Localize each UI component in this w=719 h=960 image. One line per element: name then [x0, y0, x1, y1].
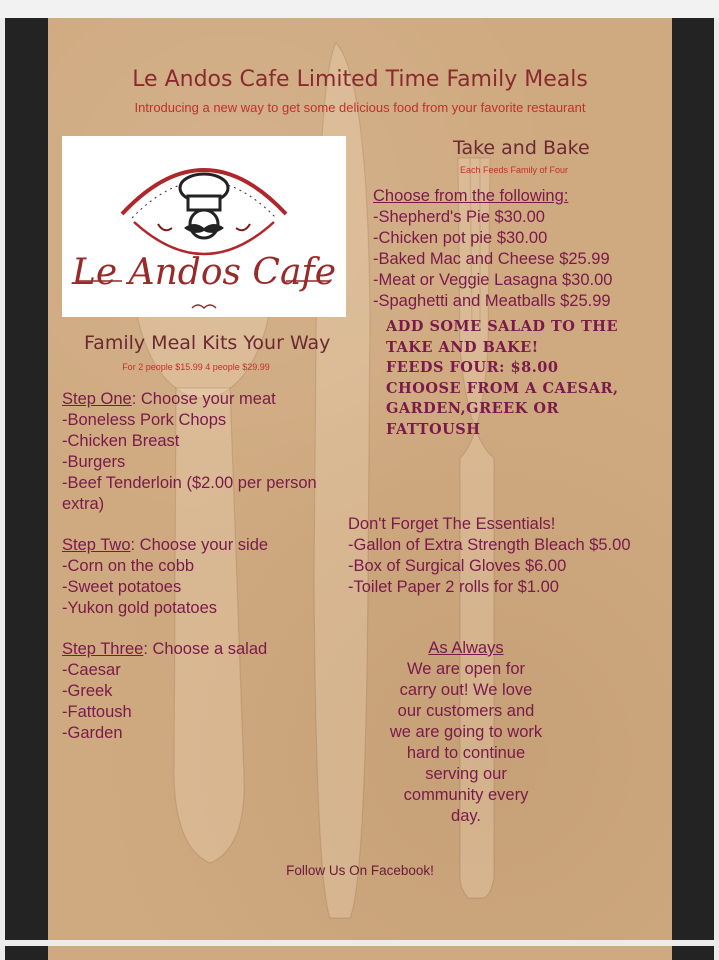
- step-two: [62, 535, 268, 619]
- as-always-line: day.: [451, 807, 481, 825]
- list-item: -Greek: [62, 682, 113, 700]
- list-item: -Corn on the cobb: [62, 557, 195, 575]
- salad-line: GARDEN,GREEK OR: [386, 400, 560, 417]
- list-item: -Sweet potatoes: [62, 578, 182, 596]
- salad-line: FEEDS FOUR: $8.00: [386, 359, 559, 376]
- essentials: [348, 514, 631, 598]
- salad-line: CHOOSE FROM A CAESAR,: [386, 379, 619, 397]
- logo-name: Le Andos Cafe: [71, 252, 337, 293]
- step-two-label: Step Two: [62, 536, 131, 554]
- list-item: extra): [62, 495, 105, 513]
- list-item: -Baked Mac and Cheese $25.99: [373, 250, 610, 268]
- list-item: -Box of Surgical Gloves $6.00: [348, 557, 567, 575]
- cafe-logo: [62, 136, 346, 317]
- next-page-left-border: [5, 946, 48, 960]
- list-item: -Garden: [62, 724, 123, 742]
- list-item: -Beef Tenderloin ($2.00 per person: [62, 474, 317, 492]
- list-item: -Chicken pot pie $30.00: [373, 229, 548, 247]
- step-one-label: Step One: [62, 390, 132, 408]
- take-and-bake-sub: Each Feeds Family of Four: [460, 165, 569, 175]
- as-always-heading: As Always: [428, 639, 504, 657]
- as-always-line: serving our: [425, 765, 507, 783]
- list-item: -Spaghetti and Meatballs $25.99: [373, 292, 611, 310]
- step-two-text: : Choose your side: [130, 536, 269, 554]
- take-and-bake-heading: Take and Bake: [453, 137, 590, 159]
- step-three-text: : Choose a salad: [143, 640, 268, 658]
- salad-line: FATTOUSH: [386, 420, 481, 438]
- family-kits-price: For 2 people $15.99 4 people $29.99: [122, 362, 270, 372]
- as-always-line: carry out! We love: [399, 681, 533, 699]
- right-border: [672, 18, 714, 940]
- list-item: -Burgers: [62, 453, 126, 471]
- left-border: [5, 18, 48, 940]
- follow-facebook-text: Follow Us On Facebook!: [286, 863, 434, 878]
- salad-addon: [386, 317, 619, 440]
- as-always: [366, 638, 566, 827]
- flyer-title: Le Andos Cafe Limited Time Family Meals: [132, 67, 588, 92]
- salad-line: ADD SOME SALAD TO THE: [386, 318, 619, 335]
- list-item: -Yukon gold potatoes: [62, 599, 218, 617]
- page-top-margin: [0, 0, 719, 18]
- flyer-page: [48, 18, 672, 940]
- list-item: -Boneless Pork Chops: [62, 411, 227, 429]
- list-item: -Gallon of Extra Strength Bleach $5.00: [348, 536, 631, 554]
- list-item: -Caesar: [62, 661, 121, 679]
- step-three: [62, 639, 267, 744]
- take-and-bake-list: [373, 186, 612, 312]
- salad-line: TAKE AND BAKE!: [386, 338, 539, 356]
- step-three-label: Step Three: [62, 640, 144, 658]
- list-item: -Meat or Veggie Lasagna $30.00: [373, 271, 613, 289]
- list-item: -Toilet Paper 2 rolls for $1.00: [348, 578, 559, 596]
- as-always-line: hard to continue: [406, 744, 526, 762]
- as-always-line: we are going to work: [389, 723, 543, 741]
- as-always-line: We are open for: [406, 660, 525, 678]
- next-page-top: [48, 946, 672, 960]
- list-item: -Fattoush: [62, 703, 132, 721]
- as-always-line: community every: [403, 786, 529, 804]
- family-kits-heading: Family Meal Kits Your Way: [84, 332, 331, 354]
- as-always-line: our customers and: [397, 702, 535, 720]
- essentials-heading: Don't Forget The Essentials!: [348, 515, 556, 533]
- flyer-subtitle: Introducing a new way to get some delicious food from your favorite restaurant: [134, 100, 586, 115]
- list-item: -Chicken Breast: [62, 432, 180, 450]
- list-item: -Shepherd's Pie $30.00: [373, 208, 545, 226]
- choose-label: Choose from the following:: [373, 187, 569, 205]
- step-one-text: : Choose your meat: [131, 390, 276, 408]
- step-one: [62, 389, 317, 515]
- next-page-right-border: [672, 946, 714, 960]
